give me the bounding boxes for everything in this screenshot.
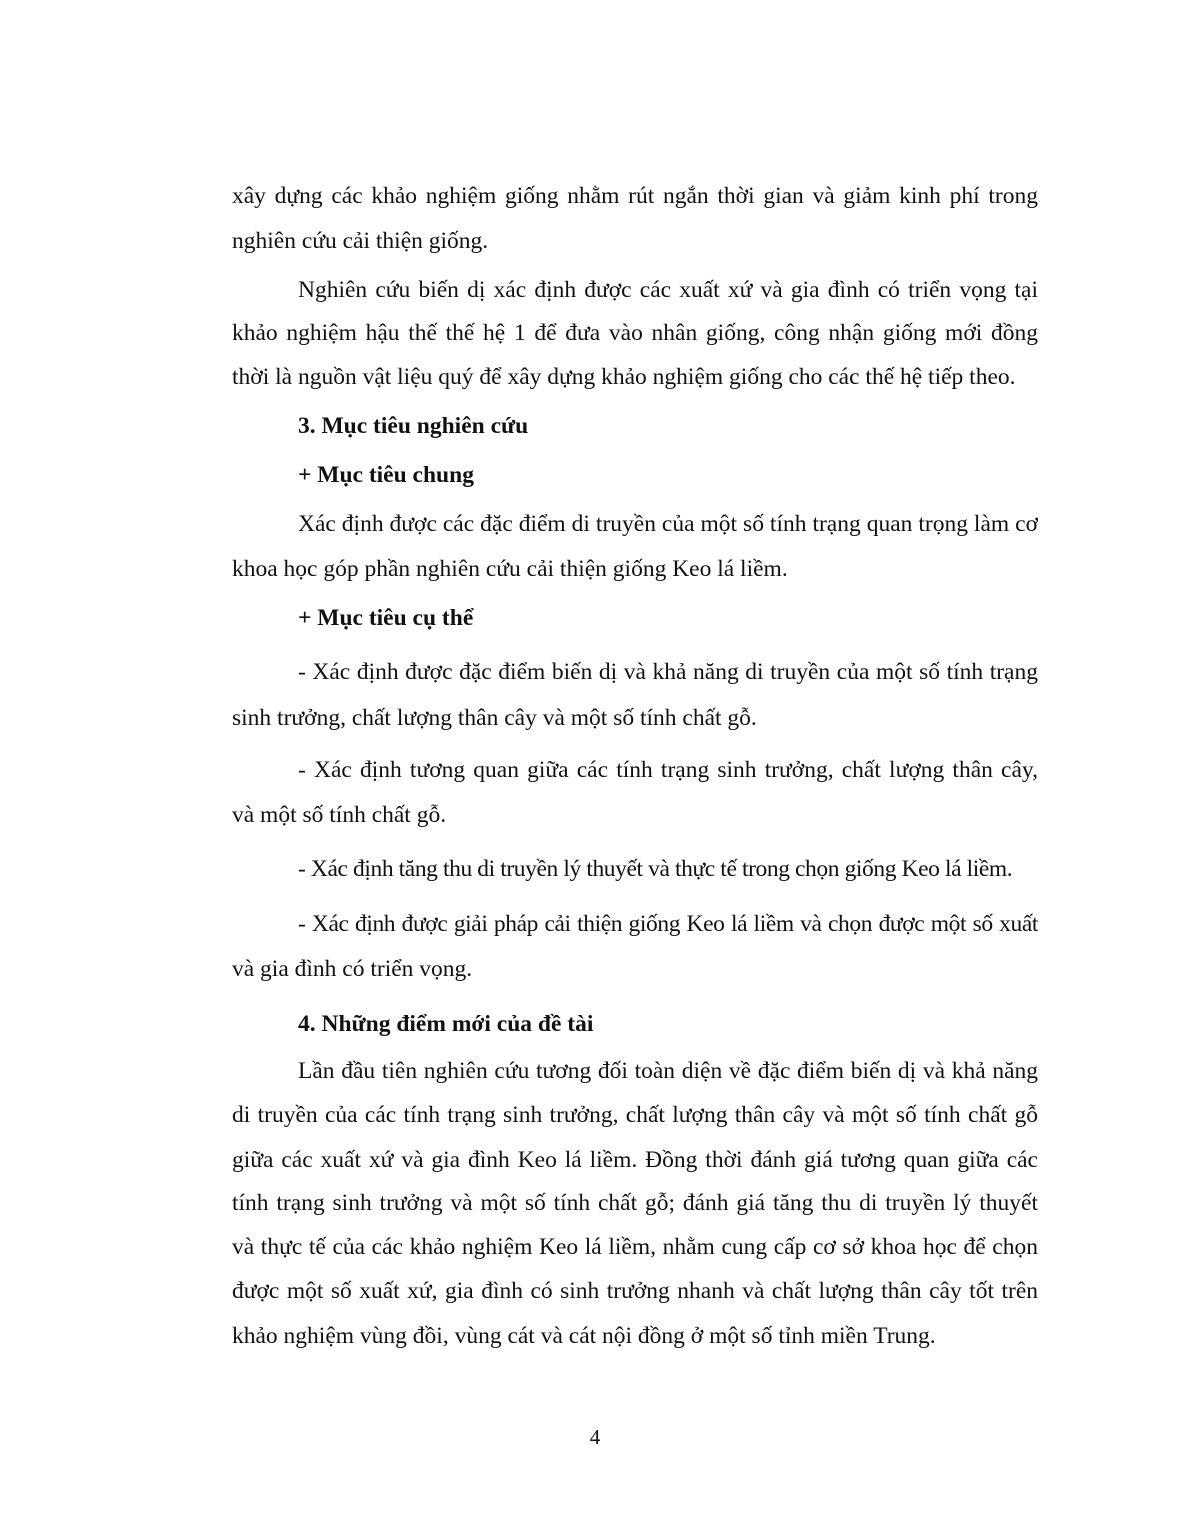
section-4-line-6: được một số xuất xứ, gia đình có sinh trưởng nhanh và chất lượng thân cây tốt trên [232, 1278, 1038, 1304]
section-4-line-3: giữa các xuất xứ và gia đình Keo lá liềm. Đồng thời đánh giá tương quan giữa các [232, 1147, 1038, 1173]
section-4-line-2: di truyền của các tính trạng sinh trưởng, chất lượng thân cây và một số tính chất gỗ [232, 1102, 1038, 1128]
specific-objective-heading: + Mục tiêu cụ thể [298, 605, 474, 631]
specific-objective-item-3: - Xác định tăng thu di truyền lý thuyết và thực tế trong chọn giống Keo lá liềm. [298, 856, 1013, 882]
specific-objective-item-4-line-1: - Xác định được giải pháp cải thiện giống Keo lá liềm và chọn được một số xuất [298, 911, 1038, 937]
variation-paragraph-line-2: khảo nghiệm hậu thế thế hệ 1 để đưa vào nhân giống, công nhận giống mới đồng [232, 320, 1038, 346]
general-objective-line-1: Xác định được các đặc điểm di truyền của một số tính trạng quan trọng làm cơ [298, 511, 1038, 537]
specific-objective-item-4-line-2: và gia đình có triển vọng. [232, 956, 473, 982]
intro-line-1: xây dựng các khảo nghiệm giống nhằm rút ngắn thời gian và giảm kinh phí trong [232, 183, 1038, 209]
specific-objective-item-1-line-2: sinh trưởng, chất lượng thân cây và một số tính chất gỗ. [232, 705, 757, 731]
section-4-line-5: và thực tế của các khảo nghiệm Keo lá liềm, nhằm cung cấp cơ sở khoa học để chọn [232, 1234, 1038, 1260]
variation-paragraph-line-1: Nghiên cứu biến dị xác định được các xuất xứ và gia đình có triển vọng tại [298, 277, 1038, 303]
section-4-line-4: tính trạng sinh trưởng và một số tính chất gỗ; đánh giá tăng thu di truyền lý thuyết [232, 1190, 1038, 1216]
section-4-line-7: khảo nghiệm vùng đồi, vùng cát và cát nội đồng ở một số tỉnh miền Trung. [232, 1323, 936, 1349]
section-4-line-1: Lần đầu tiên nghiên cứu tương đối toàn diện về đặc điểm biến dị và khả năng [298, 1058, 1038, 1084]
intro-line-2: nghiên cứu cải thiện giống. [232, 228, 489, 254]
specific-objective-item-1-line-1: - Xác định được đặc điểm biến dị và khả năng di truyền của một số tính trạng [298, 659, 1038, 685]
specific-objective-item-2-line-2: và một số tính chất gỗ. [232, 802, 447, 828]
specific-objective-item-2-line-1: - Xác định tương quan giữa các tính trạng sinh trưởng, chất lượng thân cây, [298, 757, 1038, 783]
page-number: 4 [589, 1425, 601, 1449]
general-objective-heading: + Mục tiêu chung [298, 462, 474, 488]
variation-paragraph-line-3: thời là nguồn vật liệu quý để xây dựng khảo nghiệm giống cho các thế hệ tiếp theo. [232, 364, 1016, 390]
section-3-heading: 3. Mục tiêu nghiên cứu [298, 413, 529, 439]
section-4-heading: 4. Những điểm mới của đề tài [298, 1011, 594, 1037]
general-objective-line-2: khoa học góp phần nghiên cứu cải thiện giống Keo lá liềm. [232, 556, 788, 582]
